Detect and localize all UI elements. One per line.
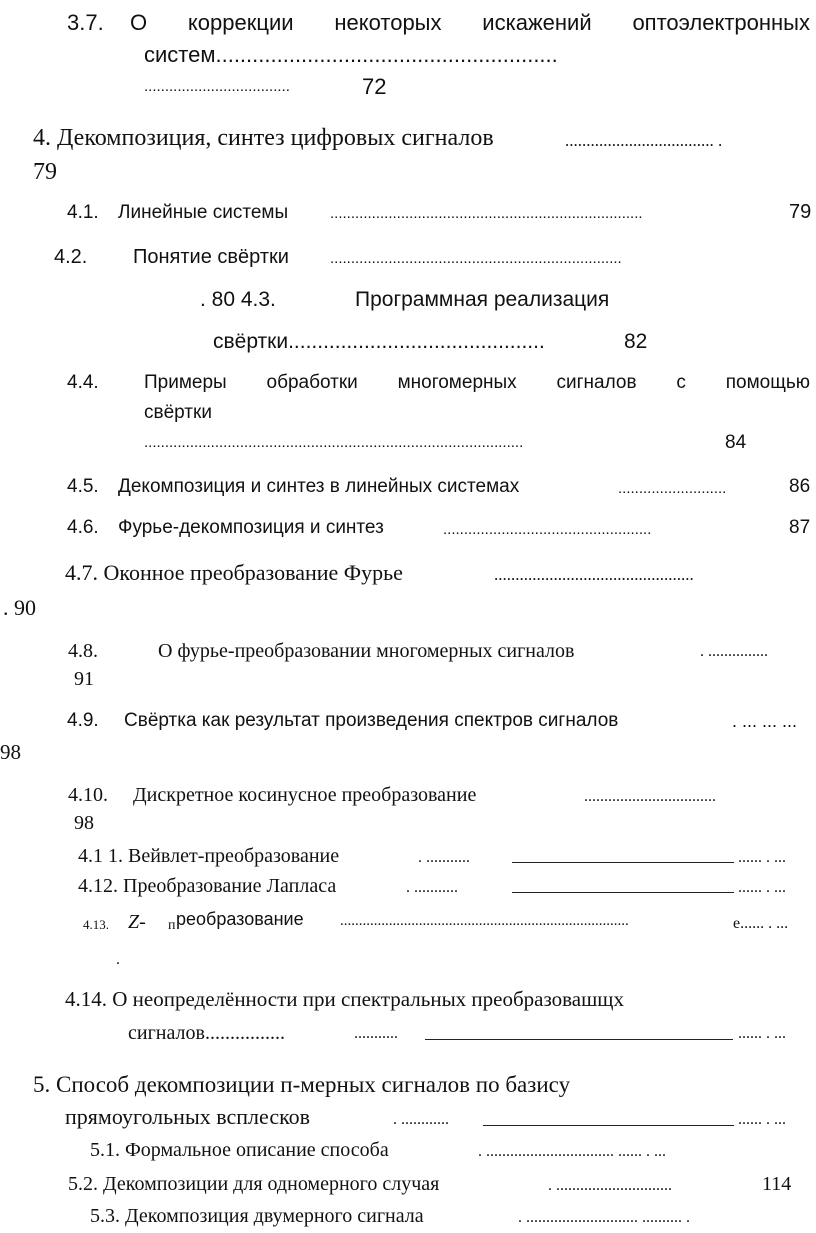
entry-title: 5.1. Формальное описание способа xyxy=(90,1139,389,1161)
entry-number: 4.2. xyxy=(54,246,88,268)
dot-leader: . ............ xyxy=(393,1111,449,1128)
entry-title-line1: 5. Способ декомпозиции п-мерных сигналов по базису xyxy=(33,1072,571,1097)
dot-leader-tail: ...... . ... xyxy=(738,1111,786,1128)
dot-leader-tail: ...... . ... xyxy=(738,879,786,896)
dot-leader: ........................................................................... xyxy=(330,205,643,222)
dot-leader: ........... xyxy=(354,1025,398,1042)
entry-number: 3.7. xyxy=(67,10,104,35)
page-number: 79 xyxy=(789,201,812,223)
dot-leader: .................................................. xyxy=(443,521,652,538)
entry-title: 4. Декомпозиция, синтез цифровых сигналов xyxy=(33,125,494,151)
entry-number: 4.9. xyxy=(67,710,99,731)
dot-leader: ............................................................................. xyxy=(340,913,629,929)
dot-leader-tail: е...... . ... xyxy=(733,915,789,932)
dot-leader: . ............................ .......... . xyxy=(518,1209,690,1226)
dot-leader: ................................... . xyxy=(565,131,723,150)
entry-title-line2: прямоугольных всплесков xyxy=(65,1104,311,1129)
page-number: 86 xyxy=(789,476,811,497)
entry-number: 4.8. xyxy=(68,640,98,662)
entry-title: Дискретное косинусное преобразование xyxy=(133,784,477,806)
dot-leader: ........................................................................................... xyxy=(144,434,524,451)
entry-title: О фурье-преобразовании многомерных сигналов xyxy=(158,640,575,662)
stray-dot: . xyxy=(116,951,120,968)
dot-leader: . ............... xyxy=(700,643,768,660)
dot-leader: . ........... xyxy=(406,879,458,896)
entry-title: Декомпозиция и синтез в линейных системах xyxy=(118,476,520,497)
entry-number: . 80 4.3. xyxy=(200,288,276,311)
dot-leader: ................................... xyxy=(144,78,290,95)
entry-number: 4.1. xyxy=(67,202,99,223)
entry-title: 4.1 1. Вейвлет-преобразование xyxy=(78,845,340,867)
leader-rule xyxy=(512,862,734,863)
entry-title-line1: О коррекции некоторых искажений оптоэлектронных xyxy=(130,10,810,35)
leader-rule xyxy=(425,1039,733,1040)
entry-number: 4.4. xyxy=(67,372,99,393)
dot-leader: .......................... xyxy=(618,480,727,497)
page-number: 84 xyxy=(725,432,747,453)
entry-number: 4.6. xyxy=(67,517,99,538)
entry-number: 4.5. xyxy=(67,476,99,497)
entry-title-line2: свёртки xyxy=(144,402,212,423)
dot-leader: ............................................... xyxy=(494,565,694,584)
entry-title-line1: Примеры обработки многомерных сигналов с помощью xyxy=(144,372,810,393)
dot-leader: ...................................................................... xyxy=(330,250,622,267)
dot-leader: ................................. xyxy=(584,788,716,805)
entry-title-line2: сигналов................ xyxy=(128,1022,285,1044)
entry-number: 4.10. xyxy=(68,784,108,806)
entry-title: 4.12. Преобразование Лапласа xyxy=(78,875,337,897)
entry-title: реобразование xyxy=(176,909,304,929)
dot-leader: . ................................ ...... . ... xyxy=(478,1143,666,1160)
entry-title-line2: систем........................................................ xyxy=(144,42,558,67)
z-symbol: Z- xyxy=(128,911,146,933)
leader-rule xyxy=(512,892,734,893)
entry-title: Линейные системы xyxy=(118,202,289,223)
page-number: 91 xyxy=(74,668,94,690)
entry-title: 4.7. Оконное преобразование Фурье xyxy=(65,560,403,585)
entry-title-line1: Программная реализация xyxy=(355,288,610,311)
page-number: 98 xyxy=(0,740,21,764)
dot-leader-tail: ...... . ... xyxy=(738,849,786,866)
entry-title-line1: 4.14. О неопределённости при спектральных преобразовашщх xyxy=(65,987,624,1011)
dot-leader-tail: ...... . ... xyxy=(738,1025,786,1042)
entry-title: 5.3. Декомпозиция двумерного сигнала xyxy=(90,1205,424,1227)
entry-title-line2: свёртки............................................ xyxy=(213,330,545,353)
leader-rule xyxy=(483,1125,734,1126)
dot-leader: . ... ... ... xyxy=(732,711,798,731)
dot-leader: . ........... xyxy=(418,849,470,866)
page-number: 82 xyxy=(624,330,648,353)
small-letter: п xyxy=(168,918,176,933)
entry-title: Понятие свёртки xyxy=(133,246,289,268)
page-number: 79 xyxy=(33,159,57,185)
entry-title: Фурье-декомпозиция и синтез xyxy=(118,517,384,538)
page-number: . 90 xyxy=(3,595,36,620)
entry-title: Свёртка как результат произведения спектров сигналов xyxy=(124,710,619,731)
dot-leader: . ............................. xyxy=(548,1177,672,1194)
page-number: 72 xyxy=(362,74,387,99)
page-number: 87 xyxy=(789,517,811,538)
entry-number: 4.13. xyxy=(83,917,109,932)
page-number: 114 xyxy=(762,1173,792,1195)
page-number: 98 xyxy=(74,812,94,834)
entry-title: 5.2. Декомпозиции для одномерного случая xyxy=(68,1173,440,1195)
